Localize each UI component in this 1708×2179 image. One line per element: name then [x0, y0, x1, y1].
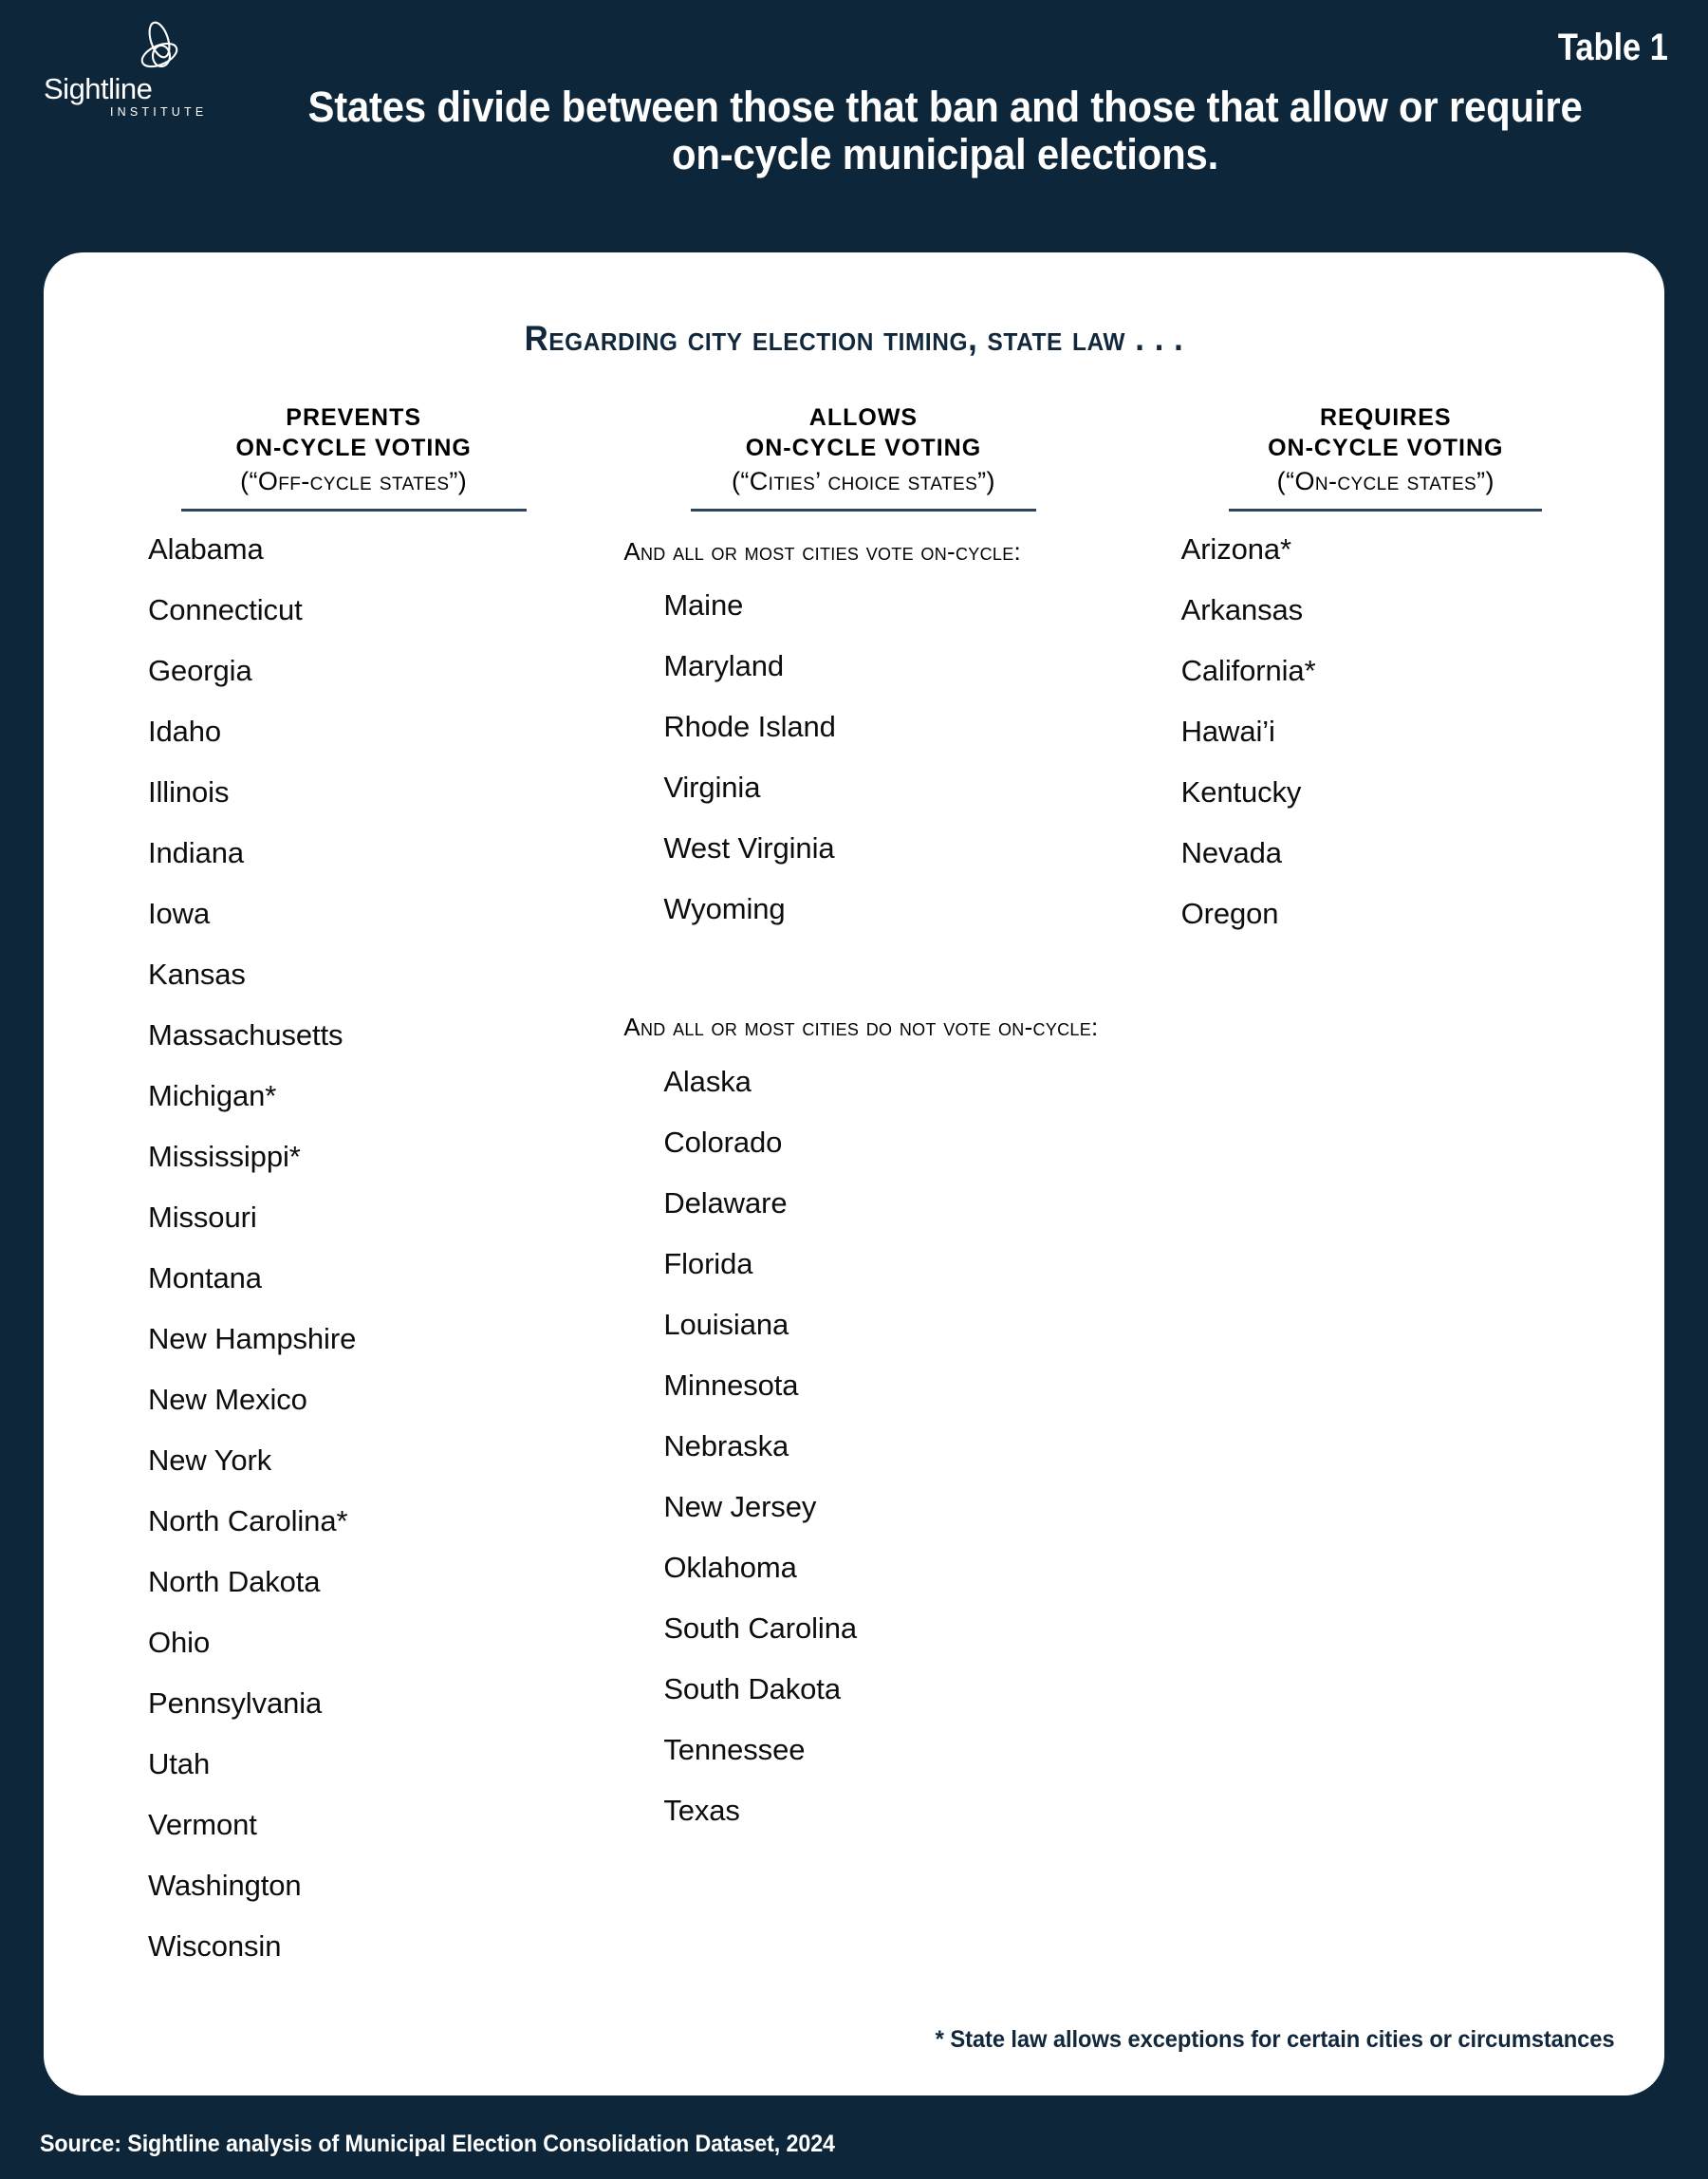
state-list-item: Rhode Island: [663, 710, 836, 744]
column-header-line3: (“Off-cycle states”): [240, 467, 468, 495]
state-list-item: Arizona*: [1180, 532, 1291, 567]
interlocking-loops-icon: [139, 21, 180, 74]
state-list-item: Delaware: [663, 1185, 788, 1220]
list-spacer: [614, 955, 1112, 1012]
state-list-item: West Virginia: [663, 831, 835, 866]
state-list-item: Vermont: [148, 1808, 257, 1842]
state-list-item: Connecticut: [148, 593, 303, 627]
state-list-item: Georgia: [148, 654, 252, 688]
state-list-item: Virginia: [663, 771, 761, 805]
column-header-line1: REQUIRES: [1319, 404, 1452, 431]
column-header-line1: ALLOWS: [808, 404, 919, 431]
state-list-item: California*: [1180, 654, 1316, 688]
group-subheading-not-vote-on-cycle: And all or most cities do not vote on-cycle:: [623, 1013, 1099, 1042]
column-header-allows: [614, 402, 1112, 498]
state-list-item: Massachusetts: [148, 1018, 343, 1052]
state-list-item: North Dakota: [148, 1565, 321, 1599]
state-list-item: Wyoming: [663, 892, 786, 926]
state-list-item: Texas: [663, 1793, 740, 1827]
state-list-item: New Jersey: [663, 1489, 817, 1523]
column-header-line1: PREVENTS: [286, 404, 422, 431]
state-list-item: New York: [148, 1443, 272, 1478]
state-list-item: Kansas: [148, 958, 246, 992]
state-list-item: Idaho: [148, 715, 222, 749]
state-list-item: Washington: [148, 1869, 302, 1903]
logo-subtext: INSTITUTE: [110, 105, 208, 119]
state-list-item: Florida: [663, 1246, 753, 1280]
state-list-item: Mississippi*: [148, 1140, 301, 1174]
state-list-item: Utah: [148, 1747, 211, 1781]
state-list-item: Michigan*: [148, 1079, 277, 1113]
state-list-item: South Dakota: [663, 1671, 841, 1705]
state-list-item: Oklahoma: [663, 1550, 797, 1584]
state-list-requires: [1145, 534, 1626, 959]
state-list-item: Oregon: [1180, 897, 1279, 931]
state-list-item: North Carolina*: [148, 1504, 348, 1538]
state-list-allows-on-cycle: [614, 590, 1112, 955]
column-prevents: [85, 402, 599, 1992]
state-list-item: Minnesota: [663, 1368, 799, 1402]
state-list-item: Maryland: [663, 649, 785, 683]
state-list-item: Montana: [148, 1261, 262, 1295]
column-divider-rule: [181, 509, 527, 512]
state-list-item: Missouri: [148, 1201, 257, 1235]
page-title: States divide between those that ban and those that allow or require on-cycle municipal elections.: [307, 83, 1583, 179]
state-list-item: South Carolina: [663, 1611, 857, 1645]
column-header-line2: ON-CYCLE VOTING: [235, 435, 472, 461]
column-header-line2: ON-CYCLE VOTING: [745, 435, 982, 461]
state-list-item: Maine: [663, 588, 744, 623]
state-list-item: Illinois: [148, 775, 230, 810]
section-title: Regarding city election timing, state law . . .: [524, 319, 1184, 358]
state-list-item: Ohio: [148, 1626, 211, 1660]
column-divider-rule: [691, 509, 1036, 512]
column-divider-rule: [1229, 509, 1542, 512]
table-number-label: Table 1: [1558, 27, 1668, 68]
state-list-item: Kentucky: [1180, 775, 1302, 810]
state-list-item: Iowa: [148, 897, 211, 931]
state-list-item: Hawai’i: [1180, 715, 1275, 749]
source-line: Source: Sightline analysis of Municipal Election Consolidation Dataset, 2024: [40, 2131, 835, 2157]
state-list-item: Tennessee: [663, 1732, 806, 1766]
state-list-item: Pennsylvania: [148, 1686, 323, 1721]
logo-wordmark: Sightline: [44, 72, 153, 105]
sightline-logo: [36, 21, 207, 125]
state-list-item: Colorado: [663, 1125, 783, 1159]
columns-container: [44, 402, 1664, 1992]
column-header-line3: (“On-cycle states”): [1276, 467, 1494, 495]
state-list-item: New Mexico: [148, 1383, 307, 1417]
group-subheading-vote-on-cycle: And all or most cities vote on-cycle:: [623, 537, 1022, 567]
header: [0, 0, 1708, 249]
column-requires: [1113, 402, 1626, 1992]
state-list-allows-off-cycle: [614, 1064, 1112, 1856]
state-list-item: Alabama: [148, 532, 264, 567]
state-list-item: Indiana: [148, 836, 245, 870]
table-card: [44, 252, 1664, 2095]
column-header-requires: [1145, 402, 1626, 498]
state-list-item: Wisconsin: [148, 1929, 282, 1964]
footnote: * State law allows exceptions for certain cities or circumstances: [936, 2026, 1615, 2053]
state-list-item: Alaska: [663, 1064, 752, 1098]
state-list-item: Nebraska: [663, 1428, 789, 1462]
state-list-item: New Hampshire: [148, 1322, 357, 1356]
column-header-line2: ON-CYCLE VOTING: [1268, 435, 1504, 461]
column-header-line3: (“Cities’ choice states”): [731, 467, 995, 495]
state-list-item: Louisiana: [663, 1307, 789, 1341]
state-list-prevents: [108, 534, 599, 1992]
column-header-prevents: [108, 402, 599, 498]
state-list-item: Arkansas: [1180, 593, 1304, 627]
state-list-item: Nevada: [1180, 836, 1282, 870]
column-allows: [599, 402, 1112, 1992]
